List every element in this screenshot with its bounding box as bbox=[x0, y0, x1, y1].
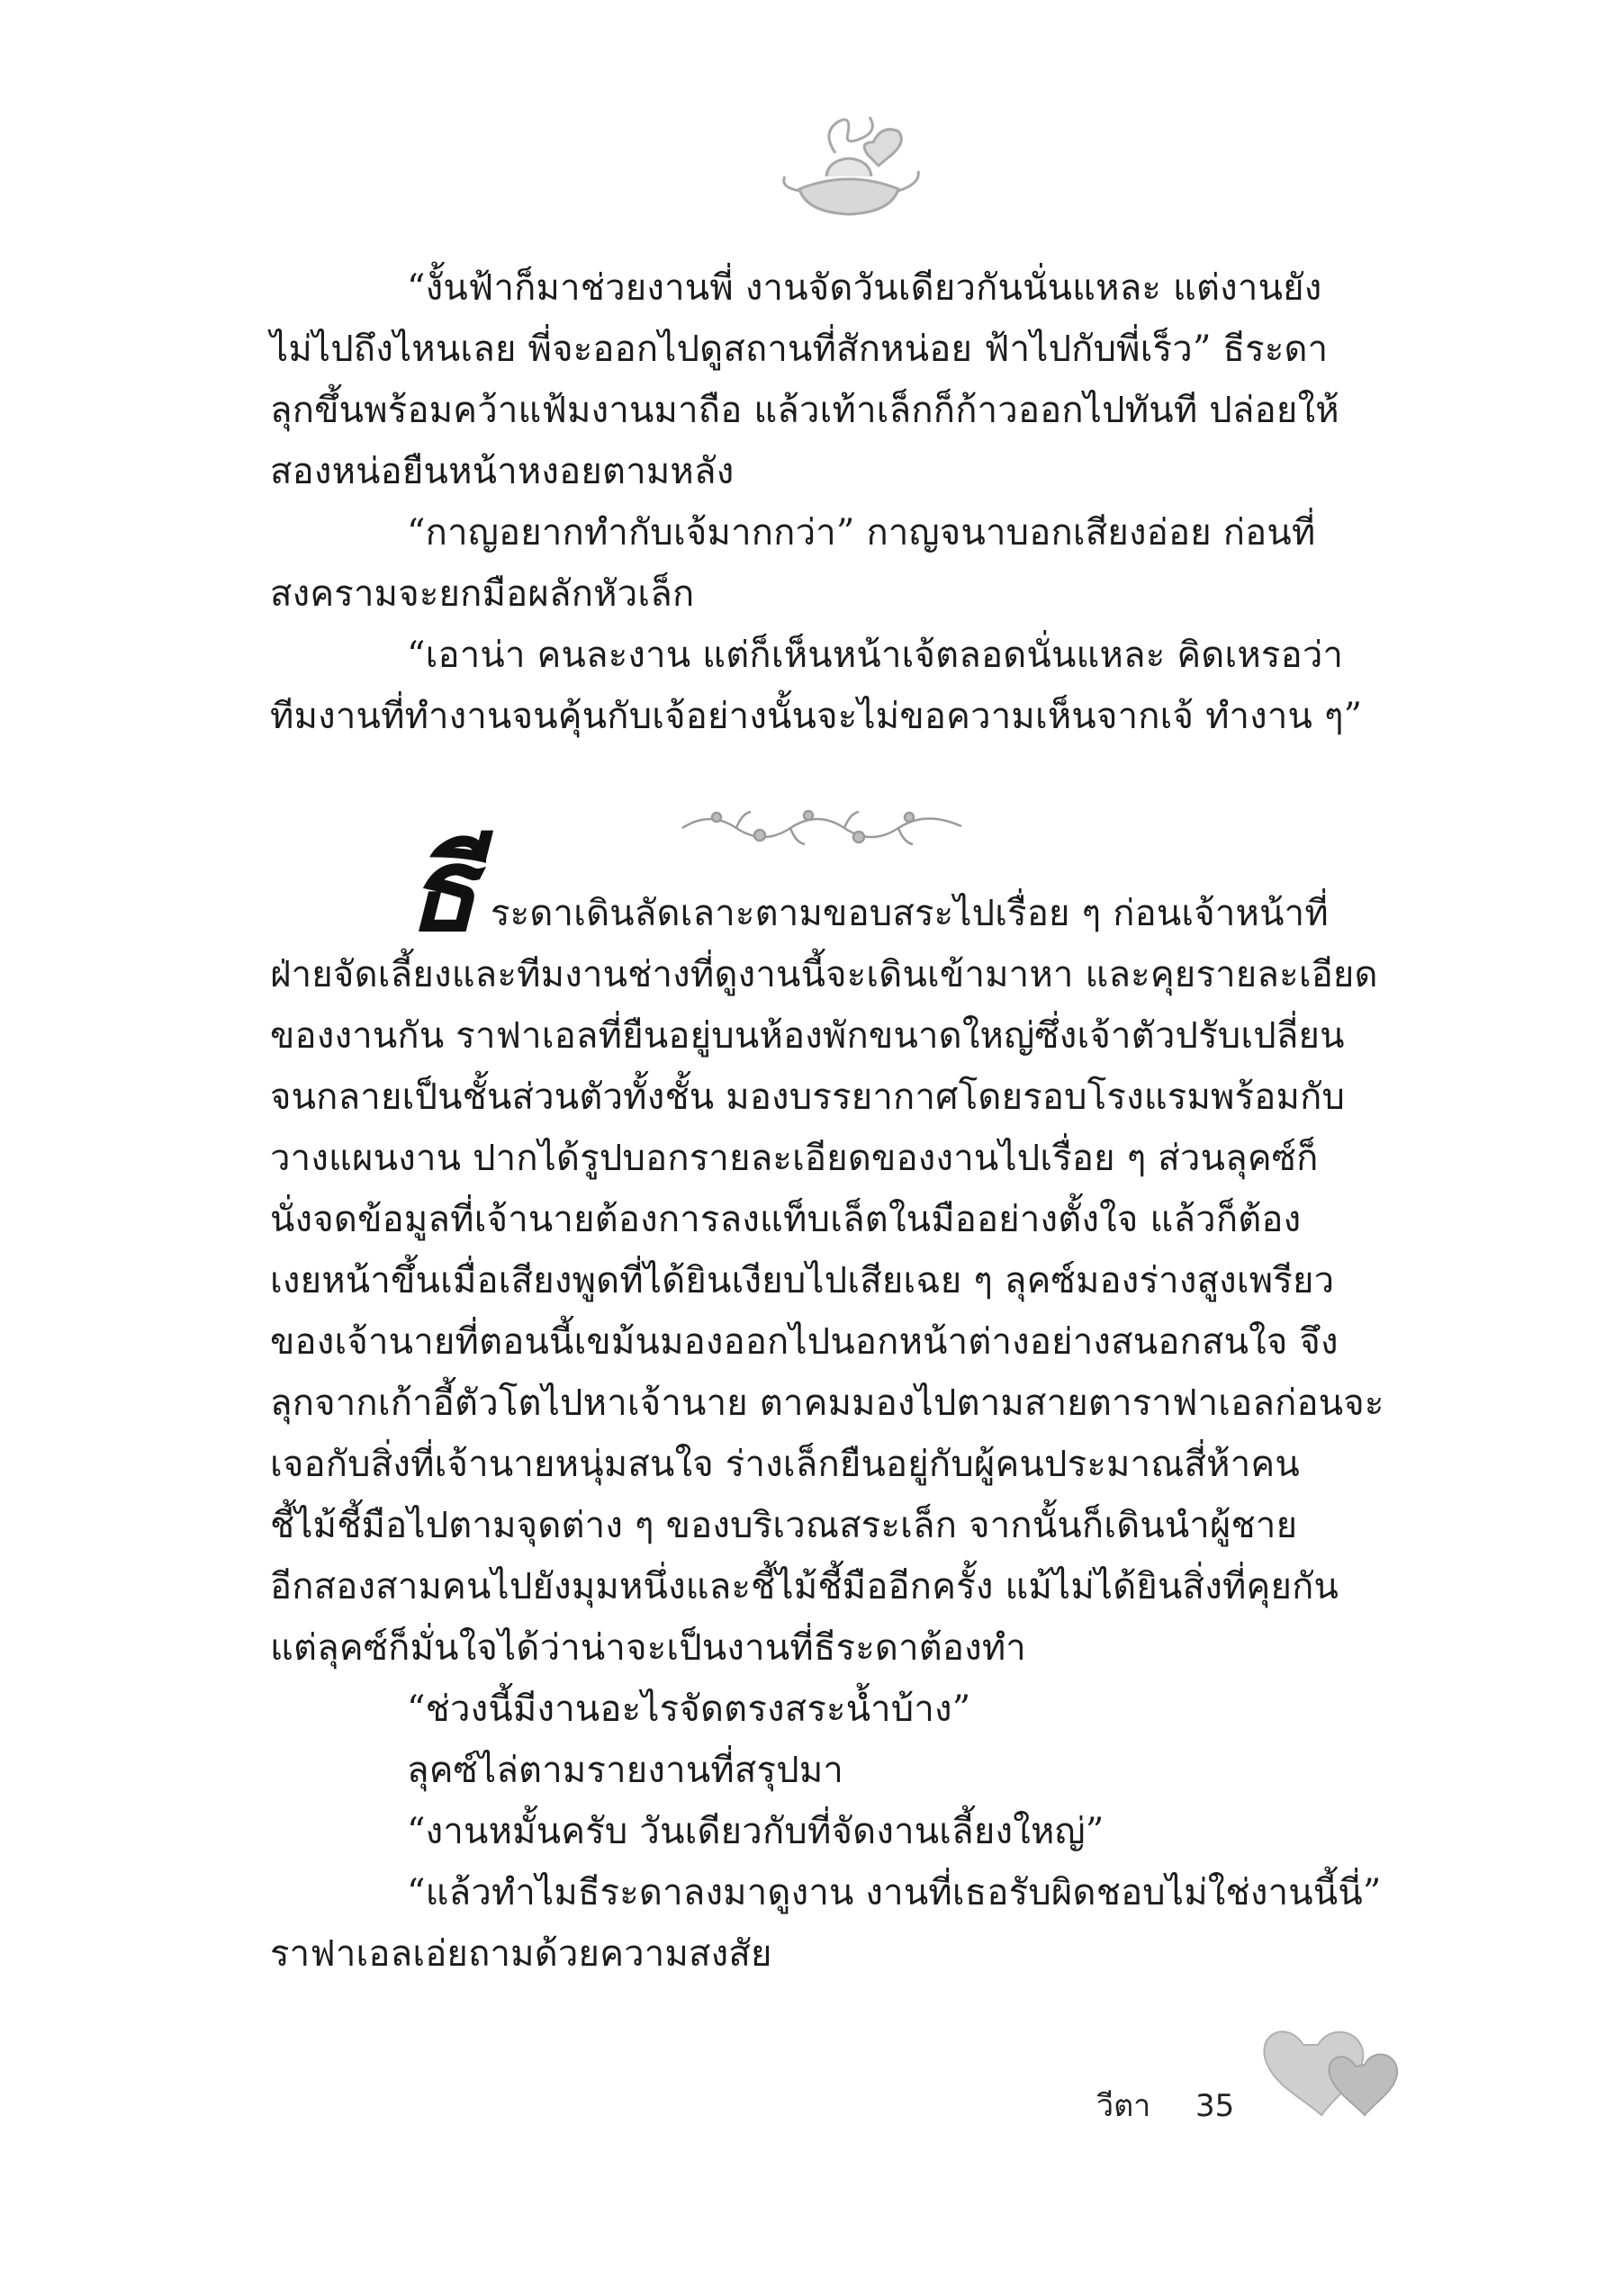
paragraph-line: ของงานกัน ราฟาเอลที่ยืนอยู่บนห้องพักขนาดใหญ่ซึ่งเจ้าตัวปรับเปลี่ยน bbox=[270, 1015, 1345, 1057]
paragraph-line: ราฟาเอลเอ่ยถามด้วยความสงสัย bbox=[270, 1933, 772, 1975]
paragraph-line: อีกสองสามคนไปยังมุมหนึ่งและชี้ไม้ชี้มืออีกครั้ง แม้ไม่ได้ยินสิ่งที่คุยกัน bbox=[270, 1566, 1339, 1607]
page-number: 35 bbox=[1195, 2088, 1235, 2124]
paragraph-line: ชี้ไม้ชี้มือไปตามจุดต่าง ๆ ของบริเวณสระเล็ก จากนั้นก็เดินนำผู้ชาย bbox=[270, 1505, 1298, 1546]
paragraph-line: ระดาเดินลัดเลาะตามขอบสระไปเรื่อย ๆ ก่อนเจ้าหน้าที่ bbox=[491, 893, 1329, 934]
footer-author-name: วีตา bbox=[1096, 2088, 1151, 2124]
paragraph-line: ลุกขึ้นพร้อมคว้าแฟ้มงานมาถือ แล้วเท้าเล็กก็ก้าวออกไปทันที ปล่อยให้ bbox=[270, 390, 1339, 431]
double-heart-ornament-icon bbox=[1258, 2009, 1411, 2144]
paragraph-line: “กาญอยากทำกับเจ้มากกว่า” กาญจนาบอกเสียงอ่อย ก่อนที่ bbox=[407, 512, 1316, 554]
paragraph-line: ทีมงานที่ทำงานจนคุ้นกับเจ้อย่างนั้นจะไม่ขอความเห็นจากเจ้ ทำงาน ๆ” bbox=[270, 696, 1363, 737]
floral-vine-divider-icon bbox=[673, 792, 979, 855]
paragraph-line: แต่ลุคซ์ก็มั่นใจได้ว่าน่าจะเป็นงานที่ธีระดาต้องทำ bbox=[270, 1627, 1026, 1669]
paragraph-line: สงครามจะยกมือผลักหัวเล็ก bbox=[270, 573, 695, 615]
paragraph-line: นั่งจดข้อมูลที่เจ้านายต้องการลงแท็บเล็ตในมืออย่างตั้งใจ แล้วก็ต้อง bbox=[270, 1199, 1302, 1240]
paragraph-line: ไม่ไปถึงไหนเลย พี่จะออกไปดูสถานที่สักหน่อย ฟ้าไปกับพี่เร็ว” ธีระดา bbox=[270, 329, 1329, 370]
paragraph-line: เจอกับสิ่งที่เจ้านายหนุ่มสนใจ ร่างเล็กยืนอยู่กับผู้คนประมาณสี่ห้าคน bbox=[270, 1444, 1300, 1485]
paragraph-line: “งั้นฟ้าก็มาช่วยงานพี่ งานจัดวันเดียวกันนั่นแหละ แต่งานยัง bbox=[407, 267, 1322, 309]
paragraph-line: จนกลายเป็นชั้นส่วนตัวทั้งชั้น มองบรรยากาศโดยรอบโรงแรมพร้อมกับ bbox=[270, 1076, 1346, 1118]
paragraph-line: ของเจ้านายที่ตอนนี้เขม้นมองออกไปนอกหน้าต่างอย่างสนอกสนใจ จึง bbox=[270, 1321, 1339, 1363]
paragraph-line: “เอาน่า คนละงาน แต่ก็เห็นหน้าเจ้ตลอดนั่นแหละ คิดเหรอว่า bbox=[407, 635, 1344, 676]
paragraph-line: “ช่วงนี้มีงานอะไรจัดตรงสระน้ำบ้าง” bbox=[407, 1688, 971, 1730]
teapot-heart-ornament-icon bbox=[772, 106, 925, 223]
paragraph-line: เงยหน้าขึ้นเมื่อเสียงพูดที่ได้ยินเงียบไปเสียเฉย ๆ ลุคซ์มองร่างสูงเพรียว bbox=[270, 1260, 1335, 1301]
paragraph-line: “งานหมั้นครับ วันเดียวกับที่จัดงานเลี้ยงใหญ่” bbox=[407, 1811, 1105, 1852]
paragraph-line: ลุกจากเก้าอี้ตัวโตไปหาเจ้านาย ตาคมมองไปตามสายตาราฟาเอลก่อนจะ bbox=[270, 1382, 1384, 1424]
paragraph-line: ลุคซ์ไล่ตามรายงานที่สรุปมา bbox=[407, 1750, 844, 1791]
paragraph-line: ฝ่ายจัดเลี้ยงและทีมงานช่างที่ดูงานนี้จะเดินเข้ามาหา และคุยรายละเอียด bbox=[270, 954, 1378, 995]
drop-cap: ธี bbox=[407, 824, 478, 958]
paragraph-line: “แล้วทำไมธีระดาลงมาดูงาน งานที่เธอรับผิดชอบไม่ใช่งานนี้นี่” bbox=[407, 1872, 1382, 1913]
paragraph-line: วางแผนงาน ปากได้รูปบอกรายละเอียดของงานไปเรื่อย ๆ ส่วนลุคซ์ก็ bbox=[270, 1138, 1319, 1179]
paragraph-line: สองหน่อยืนหน้าหงอยตามหลัง bbox=[270, 451, 735, 492]
